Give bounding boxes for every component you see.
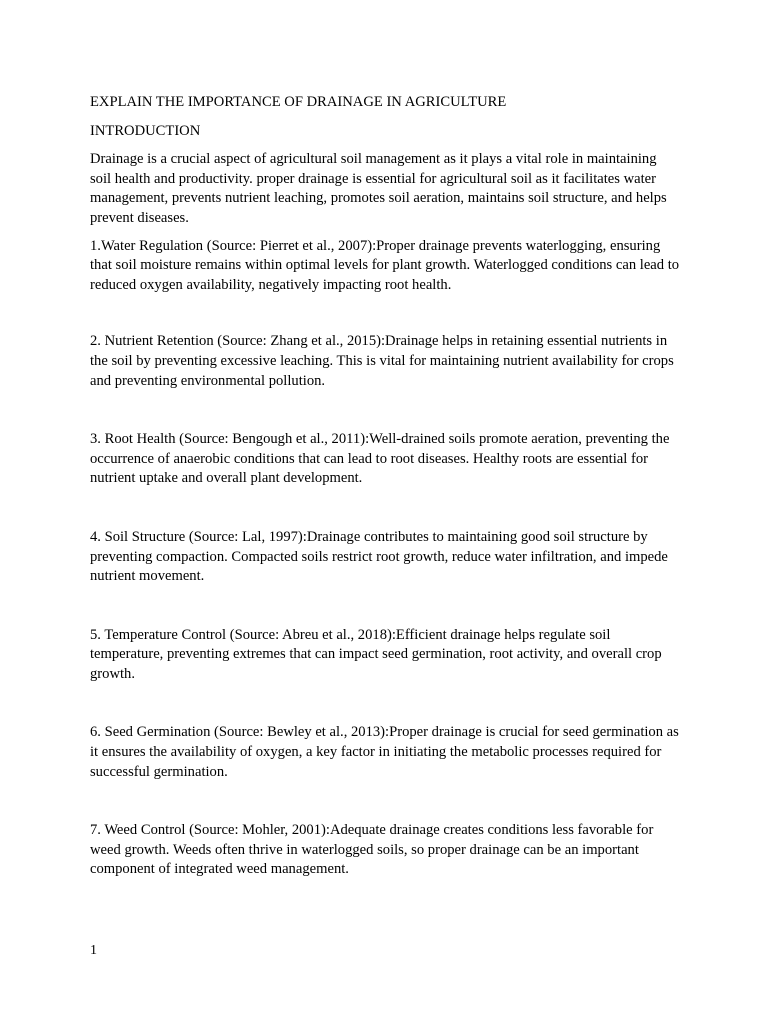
point-weed-control: 7. Weed Control (Source: Mohler, 2001):Adequate drainage creates conditions less favorable for weed growth. Weeds often thrive in waterlogged soils, so proper drainage can be an important component of integrated weed management. — [90, 822, 654, 878]
point-soil-structure: 4. Soil Structure (Source: Lal, 1997):Drainage contributes to maintaining good soil structure by preventing compaction. Compacted soils restrict root growth, reduce water infiltration, and impede nutrient movement. — [90, 528, 668, 585]
document-body — [90, 93, 680, 919]
point-water-regulation: 1.Water Regulation (Source: Pierret et al., 2007):Proper drainage prevents waterlogging, ensuring that soil moisture remains within optimal levels for plant growth. Waterlogged conditions can lead to reduced oxygen availability, negatively impacting root health. — [90, 237, 680, 293]
section-heading: INTRODUCTION — [90, 122, 201, 139]
point-temperature-control: 5. Temperature Control (Source: Abreu et al., 2018):Efficient drainage helps regulate soil temperature, preventing extremes that can impact seed germination, root activity, and overall crop growth. — [90, 626, 662, 682]
point-seed-germination: 6. Seed Germination (Source: Bewley et al., 2013):Proper drainage is crucial for seed germination as it ensures the availability of oxygen, a key factor in initiating the metabolic processes required for successful germination. — [90, 724, 679, 780]
document-title: EXPLAIN THE IMPORTANCE OF DRAINAGE IN AGRICULTURE — [90, 94, 507, 110]
page-number: 1 — [90, 943, 97, 958]
intro-paragraph: Drainage is a crucial aspect of agricultural soil management as it plays a vital role in maintaining soil health and productivity. proper drainage is essential for agricultural soil as it facilitates water management, prevents nutrient leaching, promotes soil aeration, maintains soil structure, and helps prevent diseases. — [90, 151, 667, 226]
point-root-health: 3. Root Health (Source: Bengough et al., 2011):Well-drained soils promote aeration, preventing the occurrence of anaerobic conditions that can lead to root diseases. Healthy roots are essential for nutrient uptake and overall plant development. — [90, 431, 670, 487]
point-nutrient-retention: 2. Nutrient Retention (Source: Zhang et al., 2015):Drainage helps in retaining essential nutrients in the soil by preventing excessive leaching. This is vital for maintaining nutrient availability for crops and preventing environmental pollution. — [90, 333, 674, 389]
